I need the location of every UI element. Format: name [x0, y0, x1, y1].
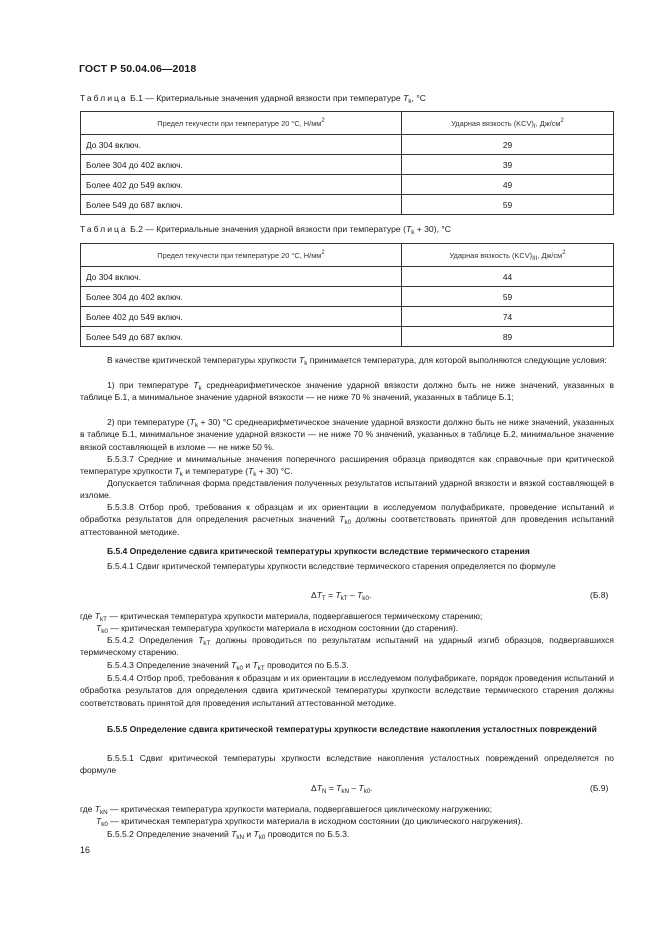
paragraph: Допускается табличная форма представления полученных результатов испытаний ударной вязкости и вязкой составляющей в изломе.	[80, 478, 614, 501]
column-header-yield: Предел текучести при температуре 20 °С, $Н/мм^2$	[81, 244, 402, 267]
formula-b9: $\Delta T_N = T_{kN} - T_{k0}$.	[311, 783, 373, 795]
table-row	[81, 195, 614, 215]
table-row	[81, 327, 614, 347]
page-number: 16	[80, 845, 91, 855]
paragraph: Б.5.3.8 Отбор проб, требования к образцам и их ориентации в исследуемом полуфабрикате, проведение испытаний и обработка результатов для определения расчетных значений $T_{k0}$ должны соответствовать принятой для проведения испытаний аттестованной методике.	[80, 502, 614, 537]
table2-caption: Таблица Б.2 — Критериальные значения ударной вязкости при температуре $(T_k + 30)$, °С	[80, 224, 451, 236]
cell-value: 59	[402, 287, 614, 307]
paragraph: Б.5.4.2 Определения $T_{kT}$ должны проводиться по результатам испытаний на ударный изгиб образцов, подвергавшихся термическому старению.	[80, 635, 614, 658]
paragraph: 1) при температуре $T_k$ среднеарифметическое значение ударной вязкости должно быть не ниже значений, указанных в таблице Б.1, а минимальное значение ударной вязкости — не ниже 70 % значений, указанных в таблице Б.1;	[80, 380, 614, 403]
formula-b8: $\Delta T_T = T_{kT} - T_{k0}$.	[311, 590, 372, 602]
cell-range: Более 304 до 402 включ.	[81, 155, 402, 175]
cell-value: 29	[402, 135, 614, 155]
table-b2	[80, 243, 614, 347]
paragraph: Б.5.5.1 Сдвиг критической температуры хрупкости вследствие накопления усталостных повреждений определяется по формуле	[80, 753, 614, 776]
table-row	[81, 175, 614, 195]
cell-range: Более 402 до 549 включ.	[81, 307, 402, 327]
equation-number: (Б.8)	[590, 590, 609, 600]
cell-range: Более 304 до 402 включ.	[81, 287, 402, 307]
cell-range: Более 402 до 549 включ.	[81, 175, 402, 195]
table-row	[81, 287, 614, 307]
equation-number: (Б.9)	[590, 783, 609, 793]
table-b1	[80, 111, 614, 215]
table-row	[81, 135, 614, 155]
table-header-row	[81, 244, 614, 267]
section-heading-b55: Б.5.5 Определение сдвига критической температуры хрупкости вследствие накопления усталостных повреждений	[107, 724, 597, 734]
cell-range: Более 549 до 687 включ.	[81, 195, 402, 215]
cell-range: До 304 включ.	[81, 135, 402, 155]
cell-value: 89	[402, 327, 614, 347]
cell-value: 49	[402, 175, 614, 195]
column-header-yield: Предел текучести при температуре 20 °С, $Н/мм^2$	[81, 112, 402, 135]
table-row	[81, 267, 614, 287]
column-header-impact: Ударная вязкость $(KCV)_{III}$, $Дж/см^2$	[402, 244, 614, 267]
table-header-row	[81, 112, 614, 135]
cell-value: 44	[402, 267, 614, 287]
where-line: где $T_{kT}$ — критическая температура хрупкости материала, подвергавшегося термическому старению;	[80, 611, 483, 623]
paragraph: Б.5.4.1 Сдвиг критической температуры хрупкости вследствие термического старения определяется по формуле	[107, 561, 556, 571]
where-line: где $T_{kN}$ — критическая температура хрупкости материала, подвергавшегося циклическому нагружению;	[80, 804, 492, 816]
where-line: $T_{k0}$ — критическая температура хрупкости материала в исходном состоянии (до старения).	[96, 623, 459, 635]
table-row	[81, 155, 614, 175]
cell-value: 39	[402, 155, 614, 175]
paragraph: Б.5.4.3 Определение значений $T_{k0}$ и $T_{kT}$ проводится по Б.5.3.	[107, 660, 349, 672]
table-row	[81, 307, 614, 327]
cell-range: Более 549 до 687 включ.	[81, 327, 402, 347]
paragraph: В качестве критической температуры хрупкости $T_k$ принимается температура, для которой выполняются следующие условия:	[107, 355, 607, 367]
cell-value: 74	[402, 307, 614, 327]
cell-value: 59	[402, 195, 614, 215]
table1-caption: Таблица Б.1 — Критериальные значения ударной вязкости при температуре $T_k$, °С	[80, 93, 426, 105]
paragraph: Б.5.5.2 Определение значений $T_{kN}$ и $T_{k0}$ проводится по Б.5.3.	[107, 829, 350, 841]
standard-header: ГОСТ Р 50.04.06—2018	[79, 63, 197, 75]
paragraph: Б.5.3.7 Средние и минимальные значения поперечного расширения образца приводятся как справочные при критической температуре хрупкости $T_k$ и температуре $(T_k + 30)$ °С.	[80, 454, 614, 479]
where-line: $T_{k0}$ — критическая температура хрупкости материала в исходном состоянии (до циклического нагружения).	[96, 816, 523, 828]
paragraph: Б.5.4.4 Отбор проб, требования к образцам и их ориентации в исследуемом полуфабрикате, порядок проведения испытаний и обработка результатов для определения сдвига критической температуры хрупкости вследствие термического старения должны соответствовать принятой для проведения испытаний аттестованной методике.	[80, 673, 614, 708]
cell-range: До 304 включ.	[81, 267, 402, 287]
section-heading-b54: Б.5.4 Определение сдвига критической температуры хрупкости вследствие термического старения	[107, 546, 530, 556]
column-header-impact: Ударная вязкость $(KCV)_I$, $Дж/см^2$	[402, 112, 614, 135]
paragraph: 2) при температуре $(T_k + 30)$ °С среднеарифметическое значение ударной вязкости должно быть не ниже значений, указанных в таблице Б.1, минимальное значение ударной вязкости — не ниже 70 % значений, указанных в таблице Б.2, минимальное значение вязкой составляющей в изломе — не ниже 50 %.	[80, 417, 614, 452]
